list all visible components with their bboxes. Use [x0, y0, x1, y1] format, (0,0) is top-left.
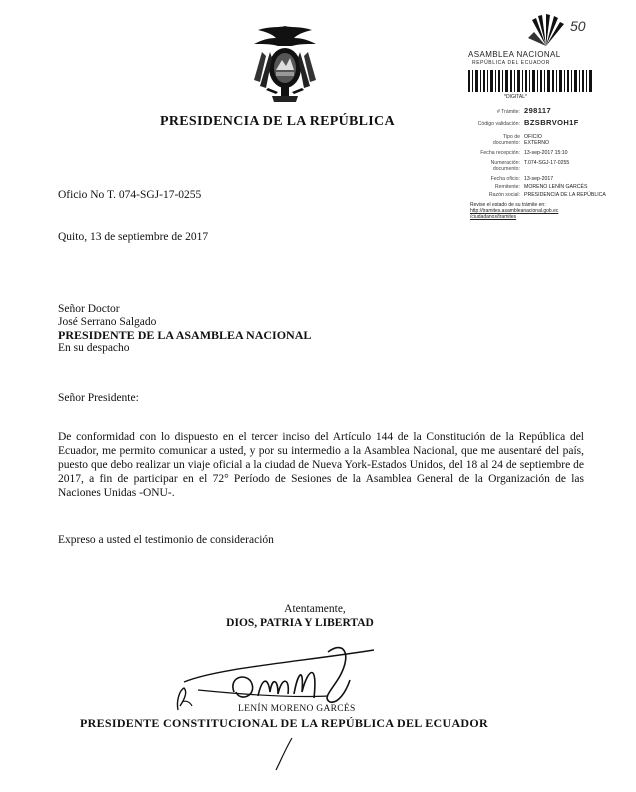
stamp-row: Numeración: T.074-SGJ-17-0255: [490, 160, 570, 166]
asamblea-logo-icon: [526, 12, 566, 48]
recipient-name: José Serrano Salgado: [58, 316, 157, 328]
oficio-number: Oficio No T. 074-SGJ-17-0255: [58, 189, 202, 201]
stamp-row: documento: EXTERNO: [492, 140, 550, 146]
stamp-row: Tipo de OFICIO: [502, 134, 542, 140]
tracking-link[interactable]: http://tramites.asambleanacional.gob.ec: [470, 208, 559, 214]
atentamente: Atentamente,: [284, 603, 346, 615]
stamp-row: documento:: [492, 166, 520, 172]
coat-of-arms-icon: [248, 22, 322, 108]
salutation: Señor Presidente:: [58, 392, 139, 404]
letter-body: De conformidad con lo dispuesto en el tercer inciso del Artículo 144 de la Constitución de la República del Ecuador, me permito comunicar a usted, y por su intermedio a la Asamblea Nacional, que me ausentaré del país, puesto que debo realizar un viaje oficial a la ciudad de Nueva York-Estados Unidos, del 18 al 24 de septiembre de 2017, a fin de participar en el 72° Período de Sesiones de la Asamblea General de la Organización de las Naciones Unidas -ONU-.: [58, 431, 584, 499]
letter-date: Quito, 13 de septiembre de 2017: [58, 231, 209, 243]
stamp-row: Fecha oficio: 13-sep-2017: [490, 176, 554, 182]
stamp-row: Remitente: MORENO LENÍN GARCÉS: [494, 184, 588, 190]
recipient-block: [58, 303, 311, 355]
closing-line: Expreso a usted el testimonio de consideración: [58, 534, 274, 546]
initial-mark-icon: [172, 686, 196, 712]
reception-stamp: [464, 12, 634, 236]
recipient-position: PRESIDENTE DE LA ASAMBLEA NACIONAL: [58, 328, 312, 342]
barcode-icon: [468, 70, 594, 92]
stamp-row: Fecha recepción: 13-sep-2017 15:10: [480, 150, 568, 156]
recipient-title: Señor Doctor: [58, 303, 120, 315]
stamp-row: # Trámite: 298117: [496, 106, 552, 115]
recipient-office: En su despacho: [58, 342, 130, 354]
stamp-row: Razón social: PRESIDENCIA DE LA REPÚBLICA: [488, 192, 606, 198]
motto: DIOS, PATRIA Y LIBERTAD: [226, 617, 374, 629]
page-number-handwritten: 50: [570, 18, 586, 34]
signer-name: LENÍN MORENO GARCÉS: [238, 704, 356, 714]
stamp-org-subtitle: REPÚBLICA DEL ECUADOR: [472, 60, 550, 66]
stamp-row: Código validación: BZSBRVOH1F: [477, 118, 579, 127]
signer-title: PRESIDENTE CONSTITUCIONAL DE LA REPÚBLICA DEL ECUADOR: [80, 716, 488, 730]
pen-stroke-icon: [272, 736, 296, 772]
stamp-note: Revise el estado de su trámite en: http://tramites.asambleanacional.gob.ec /ciudadanos/tramites: [470, 202, 559, 220]
stamp-org-name: ASAMBLEA NACIONAL: [468, 50, 561, 59]
barcode-label: *DIGITAL*: [504, 94, 527, 100]
letterhead-title: PRESIDENCIA DE LA REPÚBLICA: [160, 114, 395, 129]
